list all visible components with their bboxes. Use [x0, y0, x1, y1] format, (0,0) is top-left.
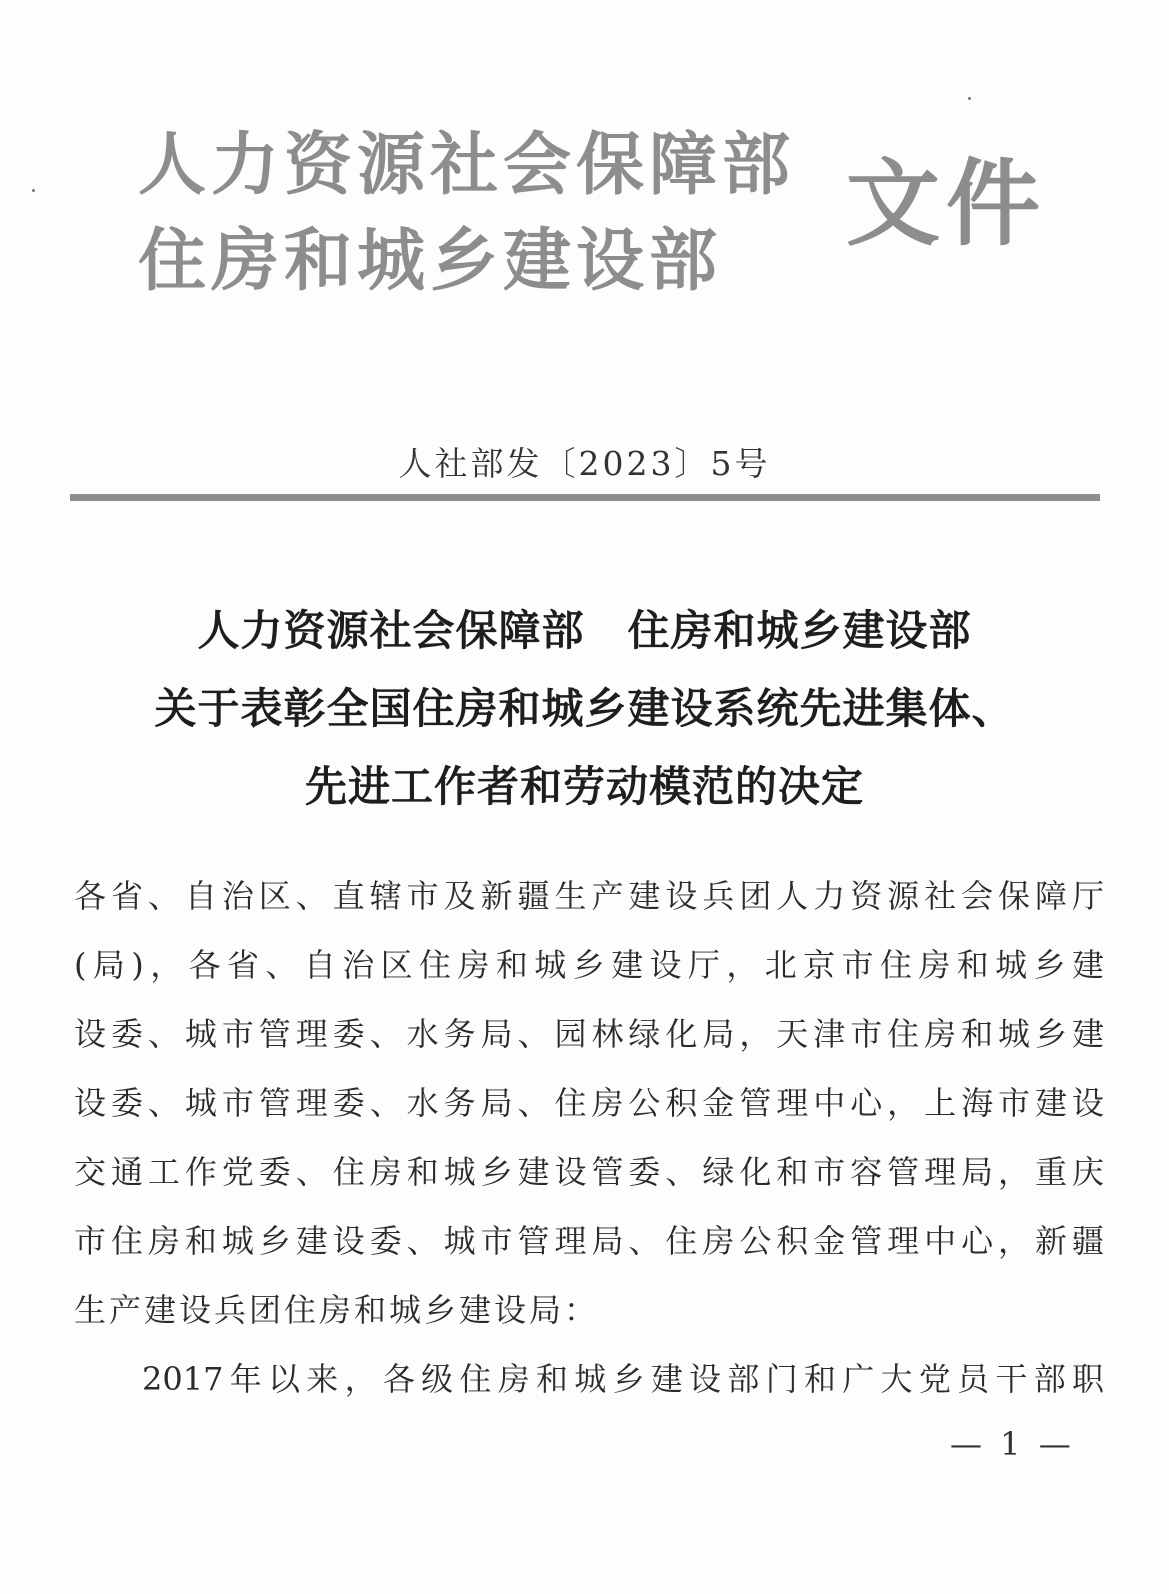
body-text — [74, 862, 1104, 1414]
body-line: 2017年以来，各级住房和城乡建设部门和广大党员干部职 — [142, 1360, 1104, 1398]
body-line: 交通工作党委、住房和城乡建设管委、绿化和市容管理局，重庆 — [74, 1153, 1104, 1191]
header-divider — [70, 494, 1100, 501]
title-line: 先进工作者和劳动模范的决定 — [304, 762, 864, 811]
issuing-agencies — [138, 118, 818, 310]
body-line: 生产建设兵团住房和城乡建设局： — [74, 1291, 600, 1329]
document-number: 人社部发〔2023〕5号 — [398, 444, 771, 483]
body-line: (局)，各省、自治区住房和城乡建设厅，北京市住房和城乡建 — [74, 946, 1104, 984]
agency-name: 住房和城乡建设部 — [138, 222, 723, 301]
document-type: 文件 — [846, 150, 1047, 259]
document-title — [0, 592, 1169, 826]
body-line: 各省、自治区、直辖市及新疆生产建设兵团人力资源社会保障厅 — [74, 877, 1104, 915]
body-line: 市住房和城乡建设委、城市管理局、住房公积金管理中心，新疆 — [74, 1222, 1104, 1260]
title-line: 关于表彰全国住房和城乡建设系统先进集体、 — [154, 684, 1015, 733]
scan-speck — [32, 189, 35, 192]
page-number: — 1 — — [950, 1425, 1075, 1463]
agency-name: 人力资源社会保障部 — [138, 126, 796, 205]
body-line: 设委、城市管理委、水务局、住房公积金管理中心，上海市建设 — [74, 1084, 1104, 1122]
body-line: 设委、城市管理委、水务局、园林绿化局，天津市住房和城乡建 — [74, 1015, 1104, 1053]
title-line: 人力资源社会保障部 住房和城乡建设部 — [197, 606, 972, 655]
scan-speck — [968, 97, 971, 100]
